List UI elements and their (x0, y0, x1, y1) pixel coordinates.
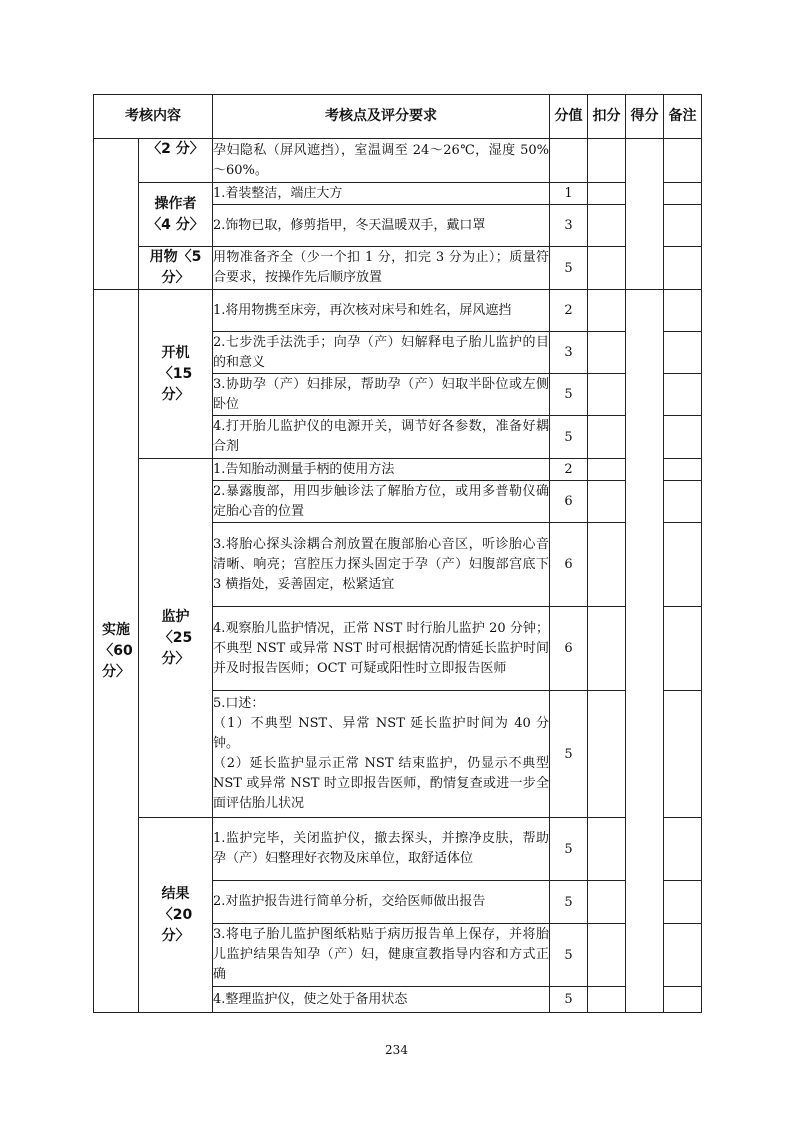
section-impl: 实施〈60 分〉 (94, 290, 139, 1013)
section-start: 开机〈15 分〉 (139, 290, 213, 459)
score-value: 5 (550, 416, 588, 459)
section-monitor: 监护〈25 分〉 (139, 459, 213, 818)
deduct-cell (588, 924, 626, 987)
requirement-text: 用物准备齐全（少一个扣 1 分，扣完 3 分为止）；质量符合要求，按操作先后顺序放置 (213, 247, 550, 290)
prep-category-cell (94, 139, 139, 290)
deduct-cell (588, 139, 626, 183)
note-cell (664, 183, 702, 205)
deduct-cell (588, 481, 626, 523)
deduct-cell (588, 247, 626, 290)
requirement-text: 1.告知胎动测量手柄的使用方法 (213, 459, 550, 481)
score-value: 5 (550, 881, 588, 924)
deduct-cell (588, 459, 626, 481)
note-cell (664, 607, 702, 691)
deduct-cell (588, 332, 626, 374)
requirement-text: 4.打开胎儿监护仪的电源开关，调节好各参数，准备好耦合剂 (213, 416, 550, 459)
requirement-text: 2.饰物已取，修剪指甲，冬天温暖双手，戴口罩 (213, 205, 550, 247)
requirement-text: 3.协助孕（产）妇排尿，帮助孕（产）妇取半卧位或左侧卧位 (213, 374, 550, 416)
score-value: 2 (550, 290, 588, 332)
table-row (94, 247, 702, 290)
deduct-cell (588, 523, 626, 607)
header-row (94, 95, 702, 139)
section-finish: 结果〈20 分〉 (139, 818, 213, 1013)
assessment-table (93, 94, 702, 1013)
section-supplies: 用物〈5 分〉 (139, 247, 213, 290)
deduct-cell (588, 416, 626, 459)
note-cell (664, 481, 702, 523)
note-cell (664, 818, 702, 881)
deduct-cell (588, 987, 626, 1013)
table-row (94, 139, 702, 183)
oral-item-2: （2）延长监护显示正常 NST 结束监护，仍显示不典型 NST 或异常 NST 时立即报告医师，酌情复查或进一步全面评估胎儿状况 (213, 756, 549, 811)
table-row (94, 183, 702, 205)
deduct-cell (588, 818, 626, 881)
requirement-text: 4.整理监护仪，使之处于备用状态 (213, 987, 550, 1013)
header-score-value: 分值 (550, 95, 588, 139)
note-cell (664, 881, 702, 924)
header-content: 考核内容 (94, 95, 213, 139)
score-value: 6 (550, 523, 588, 607)
score-value: 5 (550, 691, 588, 818)
requirement-text: 1.监护完毕，关闭监护仪，撤去探头，并擦净皮肤，帮助孕（产）妇整理好衣物及床单位，取舒适体位 (213, 818, 550, 881)
deduct-cell (588, 183, 626, 205)
score-value: 6 (550, 481, 588, 523)
deduct-cell (588, 691, 626, 818)
deduct-cell (588, 374, 626, 416)
deduct-cell (588, 290, 626, 332)
note-cell (664, 205, 702, 247)
section-operator: 操作者〈4 分〉 (139, 183, 213, 247)
deduct-cell (588, 205, 626, 247)
score-value: 5 (550, 818, 588, 881)
score-value: 5 (550, 374, 588, 416)
header-deduct: 扣分 (588, 95, 626, 139)
requirement-text: 2.对监护报告进行简单分析，交给医师做出报告 (213, 881, 550, 924)
requirement-text-oral (213, 691, 550, 818)
score-value: 5 (550, 247, 588, 290)
obtained-cell-prep (626, 139, 664, 290)
note-cell (664, 247, 702, 290)
table-row (94, 818, 702, 881)
obtained-cell-impl (626, 290, 664, 1013)
table-row (94, 290, 702, 332)
section-env: 〈2 分〉 (139, 139, 213, 183)
note-cell (664, 332, 702, 374)
requirement-text: 3.将胎心探头涂耦合剂放置在腹部胎心音区，听诊胎心音清晰、响亮；宫腔压力探头固定于孕（产）妇腹部宫底下 3 横指处，妥善固定，松紧适宜 (213, 523, 550, 607)
page-number: 234 (385, 1043, 408, 1057)
score-value: 5 (550, 924, 588, 987)
requirement-text: 1.将用物携至床旁，再次核对床号和姓名，屏风遮挡 (213, 290, 550, 332)
requirement-text: 孕妇隐私（屏风遮挡），室温调至 24～26℃，湿度 50%～60%。 (213, 139, 550, 183)
note-cell (664, 523, 702, 607)
oral-item-1: （1）不典型 NST、异常 NST 延长监护时间为 40 分钟。 (213, 716, 549, 751)
note-cell (664, 459, 702, 481)
oral-heading: 5.口述： (213, 696, 265, 711)
score-value: 3 (550, 332, 588, 374)
score-value: 3 (550, 205, 588, 247)
score-value: 6 (550, 607, 588, 691)
score-value: 2 (550, 459, 588, 481)
score-value: 5 (550, 987, 588, 1013)
header-obtained: 得分 (626, 95, 664, 139)
requirement-text: 2.七步洗手法洗手；向孕（产）妇解释电子胎儿监护的目的和意义 (213, 332, 550, 374)
note-cell (664, 924, 702, 987)
table-row (94, 459, 702, 481)
note-cell (664, 139, 702, 183)
header-note: 备注 (664, 95, 702, 139)
score-value (550, 139, 588, 183)
note-cell (664, 416, 702, 459)
note-cell (664, 691, 702, 818)
requirement-text: 3.将电子胎儿监护图纸粘贴于病历报告单上保存，并将胎儿监护结果告知孕（产）妇，健康宣教指导内容和方式正确 (213, 924, 550, 987)
requirement-text: 4.观察胎儿监护情况，正常 NST 时行胎儿监护 20 分钟；不典型 NST 或异常 NST 时可根据情况酌情延长监护时间并及时报告医师；OCT 可疑或阳性时立即报告医师 (213, 607, 550, 691)
requirement-text: 2.暴露腹部，用四步触诊法了解胎方位，或用多普勒仪确定胎心音的位置 (213, 481, 550, 523)
deduct-cell (588, 881, 626, 924)
note-cell (664, 374, 702, 416)
note-cell (664, 987, 702, 1013)
requirement-text: 1.着装整洁，端庄大方 (213, 183, 550, 205)
header-requirements: 考核点及评分要求 (213, 95, 550, 139)
score-value: 1 (550, 183, 588, 205)
deduct-cell (588, 607, 626, 691)
note-cell (664, 290, 702, 332)
